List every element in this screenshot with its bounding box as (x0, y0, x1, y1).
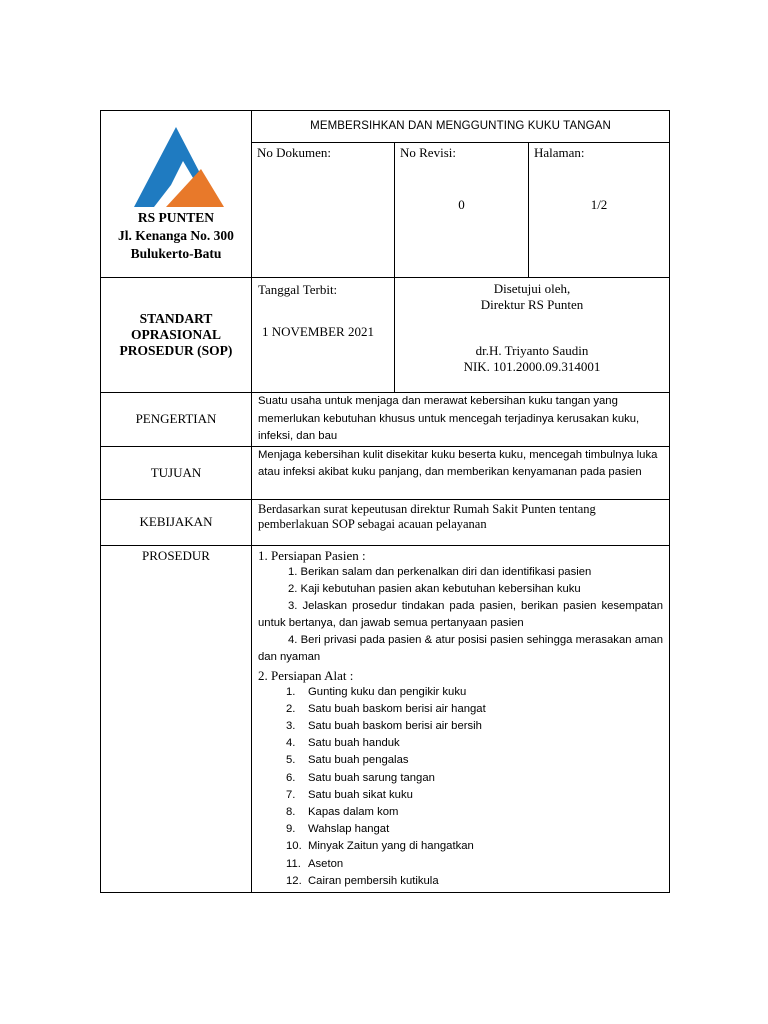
sop-title-line2: OPRASIONAL (130, 327, 221, 342)
tujuan-label: TUJUAN (101, 446, 252, 499)
hospital-logo-icon (126, 125, 226, 209)
sop-table (100, 110, 670, 893)
prosedur-label: PROSEDUR (101, 545, 252, 892)
list-item-number: 5. (286, 754, 296, 767)
list-item (258, 684, 663, 701)
pengertian-text: Suatu usaha untuk menjaga dan merawat kebersihan kuku tangan yang memerlukan kebutuhan khusus untuk mencegah terjadinya kerusakan kuku, infeksi, dan bau (252, 393, 670, 447)
no-dokumen-cell (252, 143, 395, 278)
approver-title: Direktur RS Punten (480, 297, 584, 312)
list-item (258, 856, 663, 873)
list-item-text: Satu buah baskom berisi air hangat (308, 702, 486, 715)
list-item-text: Satu buah handuk (308, 737, 400, 750)
list-item (258, 752, 663, 769)
halaman-label: Halaman: (534, 145, 585, 160)
halaman-cell (529, 143, 670, 278)
list-item (258, 787, 663, 804)
tanggal-terbit-label: Tanggal Terbit: (258, 282, 338, 297)
no-revisi-value: 0 (458, 197, 465, 212)
signer-name: dr.H. Triyanto Saudin (475, 343, 589, 358)
prosedur-content (252, 545, 670, 892)
sop-title-line3: PROSEDUR (SOP) (119, 343, 233, 358)
tanggal-terbit-cell (252, 278, 395, 393)
list-item-text: Satu buah sarung tangan (308, 771, 435, 784)
list-item-text: Cairan pembersih kutikula (308, 874, 439, 887)
list-item (258, 735, 663, 752)
list-item: 3. Jelaskan prosedur tindakan pada pasien, berikan pasien kesempatan untuk bertanya, dan jawab semua pertanyaan pasien (258, 599, 663, 629)
sop-title-cell (101, 278, 252, 393)
list-item-number: 6. (286, 771, 296, 784)
list-item (258, 770, 663, 787)
org-address-line2: Bulukerto-Batu (130, 246, 222, 261)
org-name: RS PUNTEN (137, 210, 215, 225)
no-revisi-label: No Revisi: (400, 145, 456, 160)
list-item-text: Satu buah baskom berisi air bersih (308, 719, 482, 732)
list-item: 2. Kaji kebutuhan pasien akan kebutuhan kebersihan kuku (288, 582, 581, 595)
logo-cell (101, 111, 252, 278)
list-item-number: 4. (286, 737, 296, 750)
list-item-number: 12. (286, 874, 302, 887)
list-item-text: Kapas dalam kom (308, 805, 399, 818)
list-item (258, 701, 663, 718)
list-item-number: 7. (286, 788, 296, 801)
persiapan-alat-heading: 2. Persiapan Alat : (258, 667, 354, 683)
list-item-text: Wahslap hangat (308, 823, 390, 836)
list-item (258, 804, 663, 821)
list-item-text: Minyak Zaitun yang di hangatkan (308, 840, 474, 853)
list-item-text: Satu buah sikat kuku (308, 788, 413, 801)
approved-by-label: Disetujui oleh, (493, 281, 571, 296)
list-item-number: 9. (286, 823, 296, 836)
approval-cell (395, 278, 670, 393)
sop-title-line1: STANDART (139, 311, 213, 326)
kebijakan-text: Berdasarkan surat kepeutusan direktur Rumah Sakit Punten tentang pemberlakuan SOP sebagai acauan pelayanan (252, 499, 670, 545)
persiapan-pasien-list (258, 564, 663, 666)
tujuan-text: Menjaga kebersihan kulit disekitar kuku beserta kuku, mencegah timbulnya luka atau infeksi akibat kuku panjang, dan memberikan kenyamanan pada pasien (252, 446, 670, 499)
list-item (258, 821, 663, 838)
tanggal-terbit-value: 1 NOVEMBER 2021 (262, 324, 374, 339)
signer-nik: NIK. 101.2000.09.314001 (463, 359, 601, 374)
pengertian-label: PENGERTIAN (101, 393, 252, 447)
list-item-text: Gunting kuku dan pengikir kuku (308, 685, 467, 698)
no-dokumen-label: No Dokumen: (257, 145, 332, 160)
list-item: 1. Berikan salam dan perkenalkan diri dan identifikasi pasien (288, 565, 592, 578)
persiapan-pasien-heading: 1. Persiapan Pasien : (258, 547, 366, 563)
list-item-text: Aseton (308, 857, 344, 870)
list-item-number: 1. (286, 685, 296, 698)
org-address-line1: Jl. Kenanga No. 300 (118, 228, 234, 243)
list-item-number: 11. (286, 857, 301, 870)
list-item (258, 873, 663, 890)
list-item-number: 2. (286, 702, 296, 715)
halaman-value: 1/2 (590, 197, 608, 212)
persiapan-alat-list (258, 684, 663, 890)
list-item: 4. Beri privasi pada pasien & atur posisi pasien sehingga merasakan aman dan nyaman (258, 633, 663, 663)
list-item-number: 10. (286, 840, 302, 853)
sop-document (100, 110, 669, 893)
list-item (258, 718, 663, 735)
list-item-number: 3. (286, 719, 296, 732)
list-item (258, 838, 663, 855)
list-item-text: Satu buah pengalas (308, 754, 409, 767)
document-title: MEMBERSIHKAN DAN MENGGUNTING KUKU TANGAN (252, 111, 670, 143)
no-revisi-cell (395, 143, 529, 278)
kebijakan-label: KEBIJAKAN (101, 499, 252, 545)
list-item-number: 8. (286, 805, 296, 818)
